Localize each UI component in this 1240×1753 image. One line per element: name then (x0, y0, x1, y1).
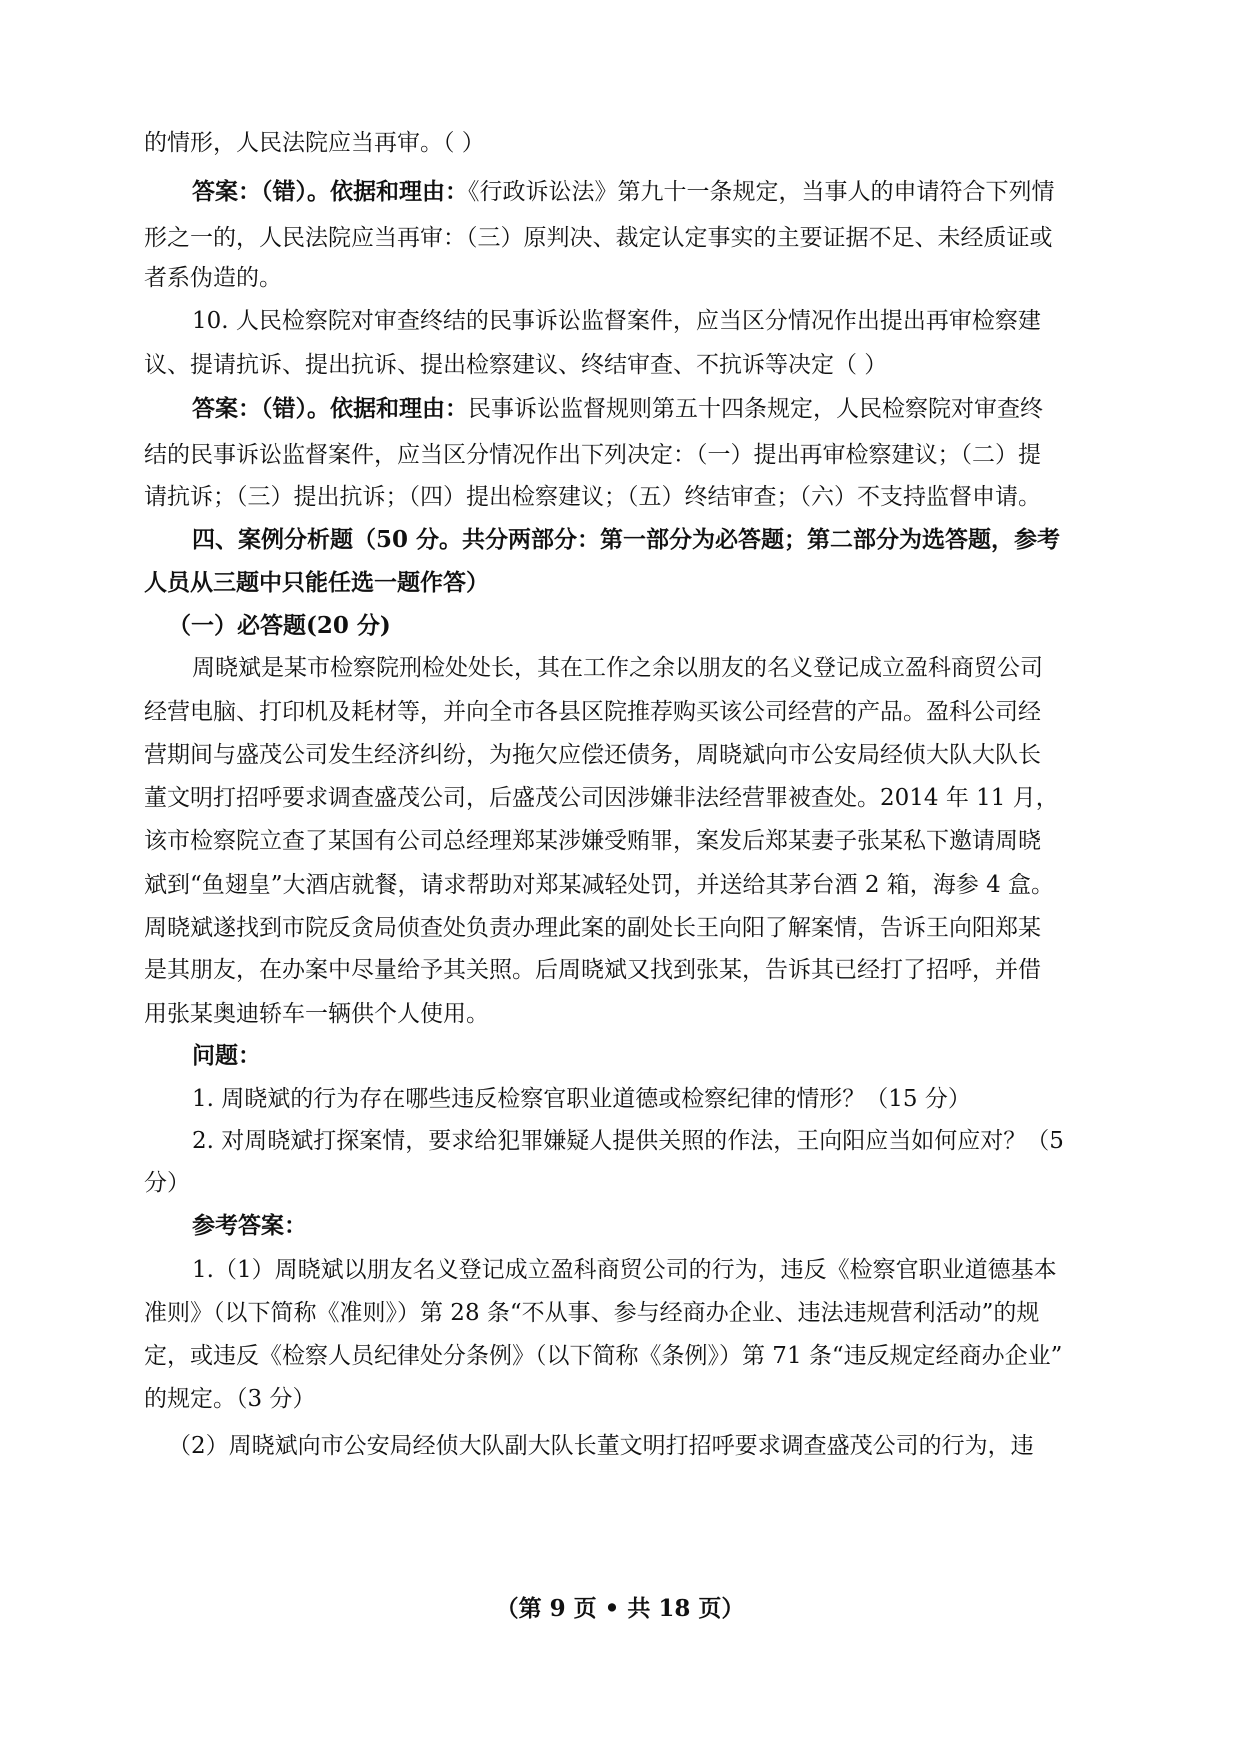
body-text: 者系伪造的。 (144, 265, 282, 291)
text-line (192, 305, 1124, 339)
text-line (144, 912, 1124, 946)
text-line (144, 998, 1124, 1032)
text-line (144, 222, 1124, 256)
text-line (192, 393, 1124, 427)
body-text: 结的民事诉讼监督案件，应当区分情况作出下列决定：（一）提出再审检察建议；（二）提 (144, 442, 1041, 468)
text-line (192, 1210, 1124, 1244)
body-text: 周晓斌遂找到市院反贪局侦查处负责办理此案的副处长王向阳了解案情，告诉王向阳郑某 (144, 915, 1041, 941)
body-text: 该市检察院立查了某国有公司总经理郑某涉嫌受贿罪，案发后郑某妻子张某私下邀请周晓 (144, 828, 1041, 854)
text-line (144, 262, 1124, 296)
body-text: 是其朋友，在办案中尽量给予其关照。后周晓斌又找到张某，告诉其已经打了招呼，并借 (144, 957, 1041, 983)
body-text: （2）周晓斌向市公安局经侦大队副大队长董文明打招呼要求调查盛茂公司的行为，违 (168, 1433, 1034, 1459)
body-text: 用张某奥迪轿车一辆供个人使用。 (144, 1001, 489, 1027)
text-line (144, 954, 1124, 988)
text-line (192, 1125, 1124, 1159)
body-text: 10. 人民检察院对审查终结的民事诉讼监督案件，应当区分情况作出提出再审检察建 (192, 308, 1041, 334)
body-text: 议、提请抗诉、提出抗诉、提出检察建议、终结审查、不抗诉等决定（ ） (144, 352, 888, 378)
body-text: 的规定。（3 分） (144, 1386, 316, 1412)
bold-text: 参考答案： (192, 1212, 307, 1239)
bold-text: 答案：（错）。依据和理由： (192, 395, 468, 422)
body-text: 民事诉讼监督规则第五十四条规定，人民检察院对审查终 (468, 396, 1043, 422)
text-line (144, 1383, 1124, 1417)
body-text: 2. 对周晓斌打探案情，要求给犯罪嫌疑人提供关照的作法，王向阳应当如何应对？（5 (192, 1128, 1064, 1154)
text-line (144, 127, 1124, 161)
body-text: 请抗诉；（三）提出抗诉；（四）提出检察建议；（五）终结审查；（六）不支持监督申请。 (144, 484, 1041, 510)
text-line (192, 1254, 1124, 1288)
text-line (192, 1083, 1124, 1117)
text-line (144, 567, 1124, 601)
text-line (168, 1430, 1124, 1464)
body-text: 周晓斌是某市检察院刑检处处长，其在工作之余以朋友的名义登记成立盈科商贸公司 (192, 655, 1043, 681)
text-line (144, 782, 1124, 816)
bold-text: （一）必答题(20 分) (168, 612, 391, 639)
page-footer: （第 9 页 • 共 18 页） (495, 1595, 745, 1622)
bold-text: 答案：（错）。依据和理由： (192, 178, 468, 205)
text-line (144, 1340, 1124, 1374)
text-line (144, 696, 1124, 730)
bold-text: 人员从三题中只能任选一题作答） (144, 569, 489, 596)
text-line (144, 869, 1124, 903)
text-line (144, 739, 1124, 773)
body-text: 准则》（以下简称《准则》）第 28 条“不从事、参与经商办企业、违法违规营利活动”的规 (144, 1300, 1040, 1326)
body-text: 分） (144, 1170, 190, 1196)
bold-text: 问题： (192, 1042, 261, 1069)
text-line (192, 652, 1124, 686)
text-line (192, 1040, 1124, 1074)
body-text: 营期间与盛茂公司发生经济纠纷，为拖欠应偿还债务，周晓斌向市公安局经侦大队大队长 (144, 742, 1041, 768)
text-line (192, 524, 1124, 558)
body-text: 董文明打招呼要求调查盛茂公司，后盛茂公司因涉嫌非法经营罪被查处。2014 年 11 月， (144, 785, 1059, 811)
body-text: 的情形，人民法院应当再审。（ ） (144, 130, 485, 156)
text-line (168, 610, 1124, 644)
bold-text: 四、案例分析题（50 分。共分两部分：第一部分为必答题；第二部分为选答题，参考 (192, 526, 1061, 553)
text-line (144, 349, 1124, 383)
text-line (144, 825, 1124, 859)
body-text: 1. 周晓斌的行为存在哪些违反检察官职业道德或检察纪律的情形？（15 分） (192, 1086, 971, 1112)
body-text: 1.（1）周晓斌以朋友名义登记成立盈科商贸公司的行为，违反《检察官职业道德基本 (192, 1257, 1057, 1283)
body-text: 经营电脑、打印机及耗材等，并向全市各县区院推荐购买该公司经营的产品。盈科公司经 (144, 699, 1041, 725)
body-text: 斌到“鱼翅皇”大酒店就餐，请求帮助对郑某减轻处罚，并送给其茅台酒 2 箱，海参 4 盒。 (144, 872, 1055, 898)
text-line (144, 1297, 1124, 1331)
text-line (144, 439, 1124, 473)
body-text: 形之一的，人民法院应当再审：（三）原判决、裁定认定事实的主要证据不足、未经质证或 (144, 225, 1053, 251)
text-line (192, 176, 1124, 210)
body-text: 定，或违反《检察人员纪律处分条例》（以下简称《条例》）第 71 条“违反规定经商办企业” (144, 1343, 1063, 1369)
text-line (144, 481, 1124, 515)
text-line (144, 1167, 1124, 1201)
body-text: 《行政诉讼法》第九十一条规定，当事人的申请符合下列情 (468, 179, 1055, 205)
